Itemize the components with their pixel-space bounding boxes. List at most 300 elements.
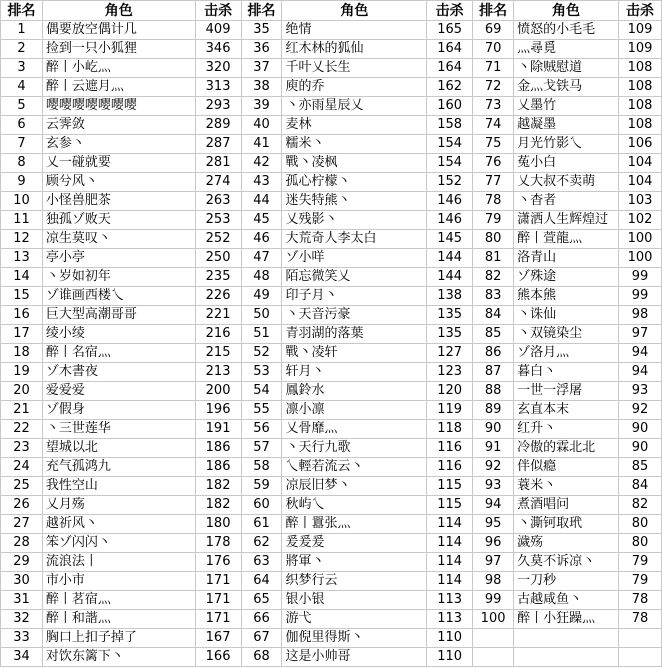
role-name-cell: 绫小绫	[42, 325, 195, 344]
table-row	[1, 173, 662, 192]
rank-cell: 6	[1, 116, 43, 135]
kills-cell: 253	[195, 211, 241, 230]
role-name-cell: 游弋	[282, 610, 427, 629]
rank-cell: 1	[1, 21, 43, 40]
role-name-cell: 嘤嘤嘤嘤嘤嘤嘤	[42, 97, 195, 116]
role-name-cell: 爰爰爰	[282, 534, 427, 553]
rank-cell: 80	[473, 230, 514, 249]
rank-cell: 22	[1, 420, 43, 439]
kills-cell: 104	[619, 173, 662, 192]
kills-cell: 160	[427, 97, 473, 116]
role-name-cell: 小怪兽肥茶	[42, 192, 195, 211]
rank-cell: 8	[1, 154, 43, 173]
role-header: 角色	[514, 1, 619, 21]
rank-cell: 38	[241, 78, 282, 97]
kills-cell: 118	[427, 420, 473, 439]
rank-cell: 19	[1, 363, 43, 382]
table-row	[1, 211, 662, 230]
role-name-cell: ゾ洛月灬	[514, 344, 619, 363]
rank-cell: 34	[1, 648, 43, 667]
rank-cell: 10	[1, 192, 43, 211]
kills-cell: 221	[195, 306, 241, 325]
kills-cell: 289	[195, 116, 241, 135]
rank-cell: 28	[1, 534, 43, 553]
table-row	[1, 40, 662, 59]
rank-cell: 63	[241, 553, 282, 572]
kills-cell: 102	[619, 211, 662, 230]
kills-cell: 346	[195, 40, 241, 59]
table-row	[1, 382, 662, 401]
kills-cell: 94	[619, 363, 662, 382]
rank-cell: 76	[473, 154, 514, 173]
rank-cell: 21	[1, 401, 43, 420]
table-row	[1, 116, 662, 135]
role-header: 角色	[282, 1, 427, 21]
rank-cell: 96	[473, 534, 514, 553]
rank-cell: 71	[473, 59, 514, 78]
role-name-cell: 熊本熊	[514, 287, 619, 306]
rank-cell: 51	[241, 325, 282, 344]
rank-cell: 40	[241, 116, 282, 135]
kills-cell: 98	[619, 306, 662, 325]
rank-cell: 86	[473, 344, 514, 363]
kills-cell: 94	[619, 344, 662, 363]
table-row	[1, 325, 662, 344]
table-row	[1, 344, 662, 363]
role-name-cell: 捡到一只小狐狸	[42, 40, 195, 59]
rank-cell: 24	[1, 458, 43, 477]
kills-header: 击杀	[427, 1, 473, 21]
kills-cell: 226	[195, 287, 241, 306]
role-name-cell: 绝情	[282, 21, 427, 40]
table-row	[1, 610, 662, 629]
rank-cell: 39	[241, 97, 282, 116]
table-row	[1, 268, 662, 287]
rank-cell: 88	[473, 382, 514, 401]
table-row	[1, 363, 662, 382]
role-name-cell: 醉丨和諧灬	[42, 610, 195, 629]
rank-cell: 49	[241, 287, 282, 306]
rank-cell: 14	[1, 268, 43, 287]
role-name-cell: 伴似瘾	[514, 458, 619, 477]
role-name-cell: ゾ木書夜	[42, 363, 195, 382]
header-row	[1, 1, 662, 21]
table-row	[1, 21, 662, 40]
role-name-cell: 这是小帅哥	[282, 648, 427, 667]
rank-cell: 42	[241, 154, 282, 173]
role-name-cell: 乂月殇	[42, 496, 195, 515]
rank-cell: 12	[1, 230, 43, 249]
role-name-cell: 金灬戈铁马	[514, 78, 619, 97]
kills-cell: 146	[427, 211, 473, 230]
role-name-cell: 濊殇	[514, 534, 619, 553]
kills-cell: 79	[619, 572, 662, 591]
rank-cell: 83	[473, 287, 514, 306]
role-name-cell: 丶澌钶取玳	[514, 515, 619, 534]
rank-cell: 90	[473, 420, 514, 439]
role-name-cell	[514, 648, 619, 667]
rank-cell: 100	[473, 610, 514, 629]
kills-cell: 252	[195, 230, 241, 249]
rank-cell: 48	[241, 268, 282, 287]
kills-cell: 80	[619, 534, 662, 553]
role-name-cell: ゾ假身	[42, 401, 195, 420]
kills-cell: 274	[195, 173, 241, 192]
rank-cell: 36	[241, 40, 282, 59]
table-row	[1, 230, 662, 249]
role-name-cell: 麦林	[282, 116, 427, 135]
role-name-cell: 伽倪里得斯丶	[282, 629, 427, 648]
rank-cell: 74	[473, 116, 514, 135]
rank-cell: 17	[1, 325, 43, 344]
rank-header: 排名	[1, 1, 43, 21]
kills-cell: 182	[195, 496, 241, 515]
kills-cell: 215	[195, 344, 241, 363]
rank-cell: 43	[241, 173, 282, 192]
role-name-cell: 乂骨靡灬	[282, 420, 427, 439]
table-row	[1, 192, 662, 211]
role-name-cell: 丶杳者	[514, 192, 619, 211]
role-name-cell: 蓑米丶	[514, 477, 619, 496]
table-row	[1, 59, 662, 78]
kills-cell: 158	[427, 116, 473, 135]
kills-cell: 135	[427, 306, 473, 325]
rank-cell: 85	[473, 325, 514, 344]
role-name-cell: 丶天音污豪	[282, 306, 427, 325]
kills-cell: 171	[195, 610, 241, 629]
role-name-cell: 玄直本末	[514, 401, 619, 420]
rank-cell: 92	[473, 458, 514, 477]
kills-cell: 281	[195, 154, 241, 173]
kills-cell: 293	[195, 97, 241, 116]
kills-cell: 114	[427, 515, 473, 534]
rank-cell: 69	[473, 21, 514, 40]
role-name-cell: 对饮东篱下丶	[42, 648, 195, 667]
role-name-cell: 灬尋覓	[514, 40, 619, 59]
role-name-cell: 越凝墨	[514, 116, 619, 135]
rank-cell: 50	[241, 306, 282, 325]
kills-cell: 84	[619, 477, 662, 496]
kills-header: 击杀	[619, 1, 662, 21]
role-name-cell: 醉丨云遮月灬	[42, 78, 195, 97]
rank-cell: 77	[473, 173, 514, 192]
role-name-cell: 市小市	[42, 572, 195, 591]
rank-cell: 78	[473, 192, 514, 211]
role-name-cell: 印子月丶	[282, 287, 427, 306]
role-name-cell: 云霁敛	[42, 116, 195, 135]
kills-cell: 123	[427, 363, 473, 382]
rank-cell: 72	[473, 78, 514, 97]
role-name-cell: 亭小亭	[42, 249, 195, 268]
kills-cell: 104	[619, 154, 662, 173]
rank-cell: 99	[473, 591, 514, 610]
kills-cell: 109	[619, 21, 662, 40]
table-row	[1, 477, 662, 496]
role-name-cell: 醉丨小狂躁灬	[514, 610, 619, 629]
rank-cell: 44	[241, 192, 282, 211]
role-name-cell: 煮酒唱问	[514, 496, 619, 515]
kills-cell: 186	[195, 458, 241, 477]
rank-cell: 13	[1, 249, 43, 268]
rank-cell: 41	[241, 135, 282, 154]
kills-cell: 135	[427, 325, 473, 344]
rank-cell: 57	[241, 439, 282, 458]
rank-cell: 33	[1, 629, 43, 648]
role-name-cell: 凉生莫叹丶	[42, 230, 195, 249]
kills-cell: 171	[195, 591, 241, 610]
rank-cell: 91	[473, 439, 514, 458]
role-name-cell: ゾ小咩	[282, 249, 427, 268]
role-name-cell: 庾的乔	[282, 78, 427, 97]
role-name-cell: 丶双镜染尘	[514, 325, 619, 344]
kills-cell: 191	[195, 420, 241, 439]
kills-cell: 164	[427, 40, 473, 59]
role-name-cell: 醉丨茗宿灬	[42, 591, 195, 610]
role-name-cell: ゾ谁画西楼乀	[42, 287, 195, 306]
table-row	[1, 287, 662, 306]
kills-cell: 110	[427, 629, 473, 648]
role-name-cell: 丶诛仙	[514, 306, 619, 325]
rank-cell: 66	[241, 610, 282, 629]
rank-cell: 2	[1, 40, 43, 59]
rank-header: 排名	[473, 1, 514, 21]
role-name-cell: 我性空山	[42, 477, 195, 496]
rank-cell: 95	[473, 515, 514, 534]
kills-cell: 250	[195, 249, 241, 268]
role-name-cell: 凉辰旧梦丶	[282, 477, 427, 496]
rank-cell: 20	[1, 382, 43, 401]
kills-cell: 313	[195, 78, 241, 97]
role-name-cell: 洛青山	[514, 249, 619, 268]
role-name-cell: 戰丶凌枫	[282, 154, 427, 173]
rank-cell: 55	[241, 401, 282, 420]
role-header: 角色	[42, 1, 195, 21]
rank-cell: 93	[473, 477, 514, 496]
table-row	[1, 97, 662, 116]
kills-cell: 119	[427, 401, 473, 420]
role-name-cell: 將軍丶	[282, 553, 427, 572]
rank-cell: 56	[241, 420, 282, 439]
role-name-cell: 顾兮风丶	[42, 173, 195, 192]
table-row	[1, 572, 662, 591]
kills-cell: 103	[619, 192, 662, 211]
kills-cell: 166	[195, 648, 241, 667]
rank-cell: 29	[1, 553, 43, 572]
role-name-cell: 红升丶	[514, 420, 619, 439]
rank-cell: 82	[473, 268, 514, 287]
table-row	[1, 439, 662, 458]
rank-cell: 30	[1, 572, 43, 591]
kills-cell	[619, 648, 662, 667]
role-name-cell: 爱爱爱	[42, 382, 195, 401]
role-name-cell: 乂大叔不卖萌	[514, 173, 619, 192]
role-name-cell: 笨ゾ闪闪丶	[42, 534, 195, 553]
rank-cell: 47	[241, 249, 282, 268]
role-name-cell: 青羽湖的落葉	[282, 325, 427, 344]
role-name-cell: 丶岁如初年	[42, 268, 195, 287]
rank-cell: 35	[241, 21, 282, 40]
table-row	[1, 553, 662, 572]
role-name-cell: 暮白丶	[514, 363, 619, 382]
kills-cell: 116	[427, 458, 473, 477]
role-name-cell	[514, 629, 619, 648]
kills-cell: 200	[195, 382, 241, 401]
kills-cell: 114	[427, 572, 473, 591]
role-name-cell: 菟小白	[514, 154, 619, 173]
role-name-cell: 胸口上扣子掉了	[42, 629, 195, 648]
role-name-cell: 乀輕若流云丶	[282, 458, 427, 477]
rank-cell: 89	[473, 401, 514, 420]
role-name-cell: 陌忘微笑乂	[282, 268, 427, 287]
kills-cell: 80	[619, 515, 662, 534]
kills-cell: 93	[619, 382, 662, 401]
rank-cell: 58	[241, 458, 282, 477]
rank-cell: 23	[1, 439, 43, 458]
rank-cell: 4	[1, 78, 43, 97]
role-name-cell: 久莫不诉凉丶	[514, 553, 619, 572]
rank-cell: 16	[1, 306, 43, 325]
rank-cell: 60	[241, 496, 282, 515]
kills-cell	[619, 629, 662, 648]
rank-cell: 15	[1, 287, 43, 306]
role-name-cell: 醉丨小屹灬	[42, 59, 195, 78]
role-name-cell: 醉丨萱龍灬	[514, 230, 619, 249]
kills-cell: 138	[427, 287, 473, 306]
kills-cell: 97	[619, 325, 662, 344]
kills-cell: 110	[427, 648, 473, 667]
rank-cell	[473, 648, 514, 667]
kills-cell: 144	[427, 268, 473, 287]
rank-cell: 87	[473, 363, 514, 382]
role-name-cell: 越祈风丶	[42, 515, 195, 534]
rank-cell: 52	[241, 344, 282, 363]
kills-cell: 178	[195, 534, 241, 553]
rank-cell: 84	[473, 306, 514, 325]
kills-cell: 263	[195, 192, 241, 211]
kills-header: 击杀	[195, 1, 241, 21]
kills-cell: 106	[619, 135, 662, 154]
role-name-cell: 潇洒人生辉煌过	[514, 211, 619, 230]
role-name-cell: 乂墨竹	[514, 97, 619, 116]
kills-cell: 145	[427, 230, 473, 249]
rank-cell: 65	[241, 591, 282, 610]
rank-cell: 70	[473, 40, 514, 59]
kills-cell: 165	[427, 21, 473, 40]
table-row	[1, 534, 662, 553]
kills-cell: 235	[195, 268, 241, 287]
kills-cell: 182	[195, 477, 241, 496]
kills-cell: 154	[427, 154, 473, 173]
kills-cell: 108	[619, 116, 662, 135]
role-name-cell: 古越咸鱼丶	[514, 591, 619, 610]
rank-cell: 11	[1, 211, 43, 230]
rank-cell: 53	[241, 363, 282, 382]
kills-cell: 216	[195, 325, 241, 344]
role-name-cell: 凛小凛	[282, 401, 427, 420]
kills-cell: 78	[619, 591, 662, 610]
rank-cell: 68	[241, 648, 282, 667]
role-name-cell: 巨大型高潮哥哥	[42, 306, 195, 325]
kills-cell: 152	[427, 173, 473, 192]
role-name-cell: 丶亦雨星辰乂	[282, 97, 427, 116]
kills-cell: 196	[195, 401, 241, 420]
rank-cell: 94	[473, 496, 514, 515]
table-row	[1, 420, 662, 439]
rank-cell: 79	[473, 211, 514, 230]
kills-cell: 146	[427, 192, 473, 211]
role-name-cell: 乂一碰就要	[42, 154, 195, 173]
role-name-cell: 轩月丶	[282, 363, 427, 382]
rank-cell: 97	[473, 553, 514, 572]
rank-cell: 27	[1, 515, 43, 534]
kills-cell: 109	[619, 40, 662, 59]
table-row	[1, 458, 662, 477]
table-row	[1, 154, 662, 173]
rank-cell: 59	[241, 477, 282, 496]
table-row	[1, 496, 662, 515]
rank-cell: 98	[473, 572, 514, 591]
rank-cell: 25	[1, 477, 43, 496]
rank-cell: 75	[473, 135, 514, 154]
rank-cell: 18	[1, 344, 43, 363]
rank-cell: 3	[1, 59, 43, 78]
kills-cell: 100	[619, 230, 662, 249]
role-name-cell: 鳳鈴水	[282, 382, 427, 401]
kills-cell: 99	[619, 287, 662, 306]
kills-cell: 320	[195, 59, 241, 78]
role-name-cell: 望城以北	[42, 439, 195, 458]
kills-cell: 154	[427, 135, 473, 154]
role-name-cell: 一刀秒	[514, 572, 619, 591]
kills-cell: 108	[619, 78, 662, 97]
role-name-cell: 偶要放空偶计几	[42, 21, 195, 40]
kills-cell: 85	[619, 458, 662, 477]
kills-cell: 127	[427, 344, 473, 363]
kills-cell: 79	[619, 553, 662, 572]
role-name-cell: 秋屿乀	[282, 496, 427, 515]
role-name-cell: 迷失特熊丶	[282, 192, 427, 211]
rank-cell: 26	[1, 496, 43, 515]
kills-cell: 162	[427, 78, 473, 97]
role-name-cell: 丶天行九歌	[282, 439, 427, 458]
role-name-cell: 充气孤鸿九	[42, 458, 195, 477]
kills-cell: 82	[619, 496, 662, 515]
table-row	[1, 401, 662, 420]
role-name-cell: 月光竹影乀	[514, 135, 619, 154]
role-name-cell: 独孤ゾ败天	[42, 211, 195, 230]
rank-cell: 73	[473, 97, 514, 116]
rank-cell: 61	[241, 515, 282, 534]
rank-cell: 7	[1, 135, 43, 154]
role-name-cell: 银小银	[282, 591, 427, 610]
kills-cell: 108	[619, 97, 662, 116]
rank-cell: 81	[473, 249, 514, 268]
role-name-cell: 一世一浮屠	[514, 382, 619, 401]
kills-cell: 114	[427, 553, 473, 572]
table-row	[1, 515, 662, 534]
kills-cell: 92	[619, 401, 662, 420]
table-row	[1, 648, 662, 667]
role-name-cell: 大荒奇人李太白	[282, 230, 427, 249]
kills-cell: 113	[427, 610, 473, 629]
kills-cell: 115	[427, 496, 473, 515]
rank-cell: 5	[1, 97, 43, 116]
table-row	[1, 629, 662, 648]
kills-cell: 186	[195, 439, 241, 458]
kills-cell: 180	[195, 515, 241, 534]
role-name-cell: 织梦行云	[282, 572, 427, 591]
rank-cell: 32	[1, 610, 43, 629]
